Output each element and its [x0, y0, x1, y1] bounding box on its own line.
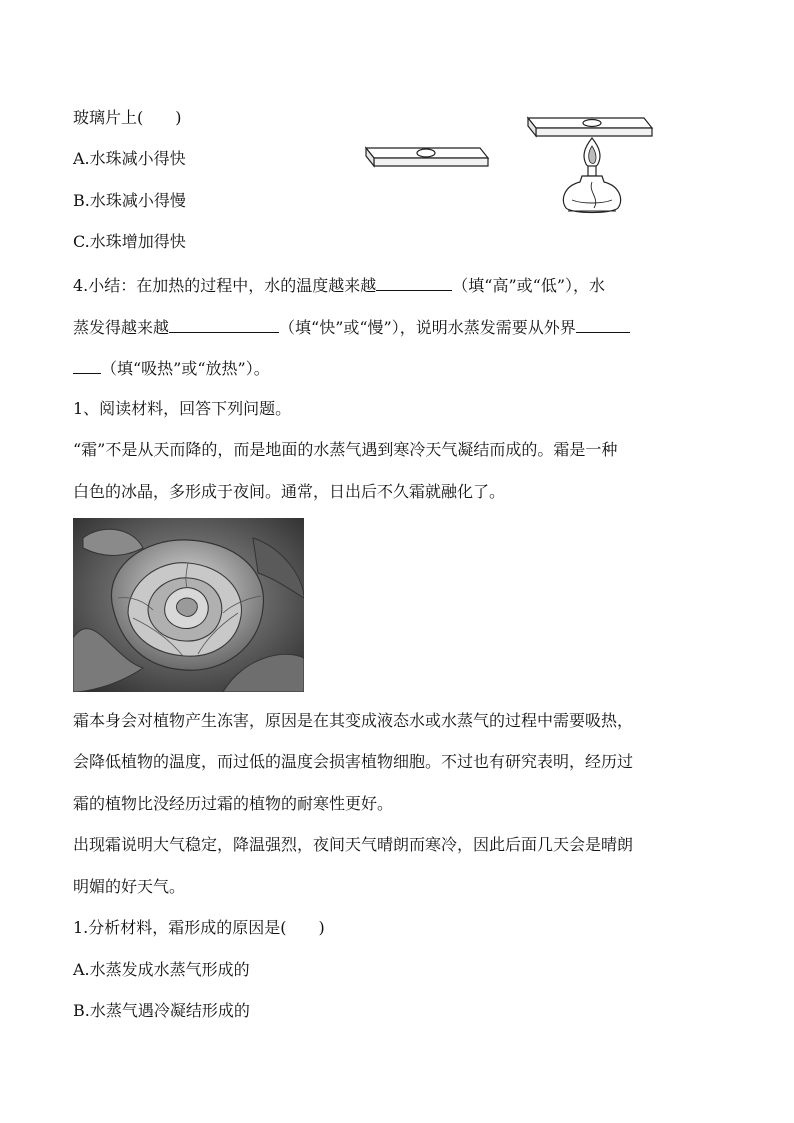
q4-line-3 — [73, 357, 270, 379]
q4-line-2 — [73, 316, 630, 338]
q3-option-a: A.水珠减小得快 — [73, 149, 186, 168]
reading-heading: 1、阅读材料，回答下列问题。 — [73, 399, 292, 418]
frosted-cabbage-photo — [73, 518, 304, 692]
q3-option-c: C.水珠增加得快 — [73, 232, 186, 251]
reading-p3-line1: 出现霜说明大气稳定，降温强烈，夜间天气晴朗而寒冷，因此后面几天会是晴朗 — [73, 835, 634, 854]
sub-q1-option-a: A.水蒸发成水蒸气形成的 — [73, 960, 250, 979]
reading-p2-line2: 会降低植物的温度，而过低的温度会损害植物细胞。不过也有研究表明，经历过 — [73, 752, 634, 771]
reading-p2-line1: 霜本身会对植物产生冻害，原因是在其变成液态水或水蒸气的过程中需要吸热， — [73, 711, 634, 730]
q4-line-1-suffix: （填“高”或“低”），水 — [452, 276, 606, 295]
answer-blank-speed[interactable] — [169, 316, 279, 333]
reading-p2-line3: 霜的植物比没经历过霜的植物的耐寒性更好。 — [73, 794, 394, 813]
reading-p1-line1: “霜”不是从天而降的，而是地面的水蒸气遇到寒冷天气凝结而成的。霜是一种 — [73, 440, 618, 459]
answer-blank-heat-part1[interactable] — [576, 316, 630, 333]
glass-slide-heated-figure — [526, 112, 656, 218]
sub-q1-stem: 1.分析材料，霜形成的原因是( ) — [73, 918, 325, 937]
answer-blank-heat-part2[interactable] — [73, 357, 101, 374]
q4-line-2-prefix: 蒸发得越来越 — [73, 318, 170, 337]
sub-q1-option-b: B.水蒸气遇冷凝结形成的 — [73, 1001, 250, 1020]
q4-line-1-prefix: 4.小结：在加热的过程中，水的温度越来越 — [73, 276, 377, 295]
reading-p1-line2: 白色的冰晶，多形成于夜间。通常，日出后不久霜就融化了。 — [73, 482, 506, 501]
answer-blank-temperature[interactable] — [376, 274, 452, 291]
reading-p3-line2: 明媚的好天气。 — [73, 877, 186, 896]
q4-line-2-suffix: （填“快”或“慢”），说明水蒸发需要从外界 — [279, 318, 576, 337]
glass-slide-unheated-figure — [362, 140, 492, 176]
q3-stem-tail: 玻璃片上( ) — [73, 108, 182, 127]
q3-option-b: B.水珠减小得慢 — [73, 191, 186, 210]
q4-line-3-suffix: （填“吸热”或“放热”）。 — [101, 359, 270, 378]
q4-line-1 — [73, 274, 605, 296]
